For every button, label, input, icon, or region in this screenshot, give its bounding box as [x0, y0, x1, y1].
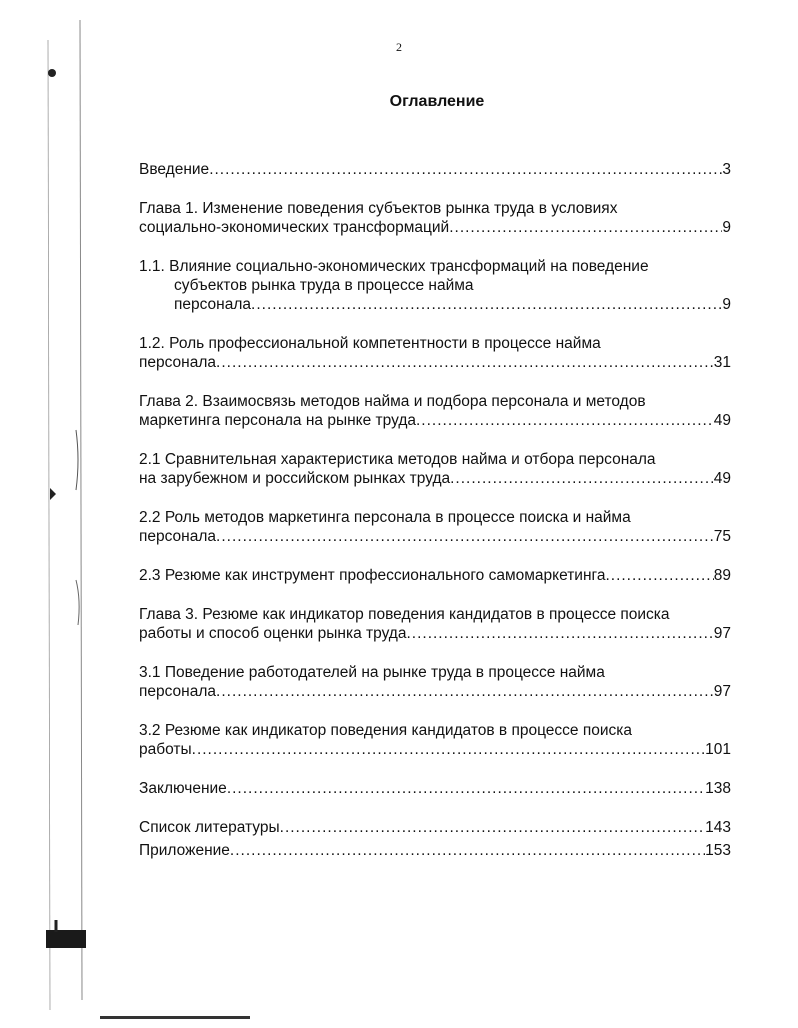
toc-entry-label: 3.2 Резюме как индикатор поведения кандидатов в процессе поиска [139, 722, 632, 739]
toc-entry-label: Заключение [139, 780, 227, 797]
toc-page-number: 101 [705, 741, 731, 758]
toc-entry-section-3-2 [139, 721, 731, 759]
toc-entry-label: Глава 3. Резюме как индикатор поведения кандидатов в процессе поиска [139, 606, 670, 623]
toc-page-number: 153 [705, 842, 731, 859]
toc-entry-chapter-1 [139, 199, 731, 237]
toc-entry-label: Приложение [139, 842, 230, 859]
toc-entry-label: персонала [174, 296, 252, 313]
toc-page-number: 89 [713, 567, 731, 584]
scan-bottom-artifact [100, 1016, 250, 1019]
toc-page-number: 97 [713, 625, 731, 642]
toc-page-number: 138 [705, 780, 731, 797]
toc-entry-section-1-1 [139, 257, 731, 314]
toc-page-number: 9 [722, 296, 731, 313]
toc-page-number: 97 [713, 683, 731, 700]
toc-entry-conclusion [139, 779, 731, 798]
toc-entry-label: социально-экономических трансформаций [139, 219, 450, 236]
toc-page-number: 143 [705, 819, 731, 836]
toc-entry-label: работы и способ оценки рынка труда [139, 625, 407, 642]
toc-entry-chapter-2 [139, 392, 731, 430]
toc-entry-label: субъектов рынка труда в процессе найма [174, 277, 474, 294]
toc-entry-label: на зарубежном и российском рынках труда [139, 470, 451, 487]
toc-entry-section-2-3 [139, 566, 731, 585]
toc-entry-label: маркетинга персонала на рынке труда [139, 412, 416, 429]
toc-page-number: 31 [713, 354, 731, 371]
toc-entry-chapter-3 [139, 605, 731, 643]
toc-entry-label: 2.1 Сравнительная характеристика методов найма и отбора персонала [139, 451, 656, 468]
table-of-contents [139, 160, 731, 860]
toc-entry-label: персонала [139, 683, 217, 700]
toc-entry-appendix [139, 841, 731, 860]
toc-page-number: 49 [713, 470, 731, 487]
toc-entry-label: Глава 2. Взаимосвязь методов найма и подбора персонала и методов [139, 393, 646, 410]
toc-entry-label: 3.1 Поведение работодателей на рынке труда в процессе найма [139, 664, 605, 681]
toc-entry-label: Глава 1. Изменение поведения субъектов рынка труда в условиях [139, 200, 618, 217]
toc-entry-label: 2.3 Резюме как инструмент профессионального самомаркетинга [139, 567, 606, 584]
page-number: 2 [396, 40, 402, 54]
toc-title: Оглавление [389, 93, 485, 110]
toc-entry-label: 2.2 Роль методов маркетинга персонала в процессе поиска и найма [139, 509, 631, 526]
toc-entry-label: персонала [139, 354, 217, 371]
toc-entry-section-2-2 [139, 508, 731, 546]
toc-page-number: 75 [713, 528, 731, 545]
toc-entry-section-2-1 [139, 450, 731, 488]
toc-entry-label: 1.1. Влияние социально-экономических трансформаций на поведение [139, 258, 649, 275]
toc-entry-label: Список литературы [139, 819, 280, 836]
toc-entry-section-3-1 [139, 663, 731, 701]
toc-entry-introduction [139, 160, 731, 179]
toc-entry-label: персонала [139, 528, 217, 545]
toc-entry-label: 1.2. Роль профессиональной компетентности в процессе найма [139, 335, 601, 352]
toc-entry-label: Введение [139, 161, 210, 178]
scan-margin-artifact [40, 0, 90, 1028]
toc-entry-section-1-2 [139, 334, 731, 372]
toc-entry-bibliography [139, 818, 731, 837]
toc-page-number: 3 [722, 161, 731, 178]
toc-entry-label: работы [139, 741, 192, 758]
toc-page-number: 49 [713, 412, 731, 429]
toc-page-number: 9 [722, 219, 731, 236]
